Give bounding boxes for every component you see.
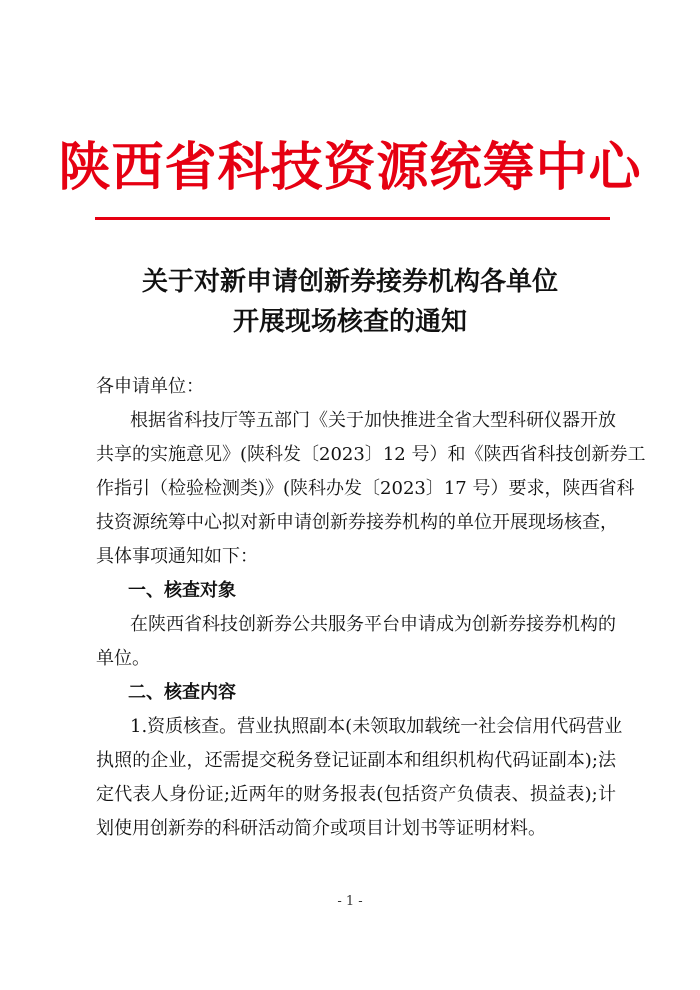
masthead-organization-name: 陕西省科技资源统筹中心	[58, 137, 642, 198]
paragraph-3-line: 执照的企业，还需提交税务登记证副本和组织机构代码证副本);法	[96, 750, 616, 771]
paragraph-2-line: 在陕西省科技创新券公共服务平台申请成为创新券接券机构的	[130, 614, 616, 635]
paragraph-3-line: 划使用创新券的科研活动简介或项目计划书等证明材料。	[96, 818, 546, 839]
paragraph-1-line: 根据省科技厅等五部门《关于加快推进全省大型科研仪器开放	[130, 410, 616, 431]
section-heading-2: 二、核查内容	[128, 682, 236, 703]
paragraph-3-line: 1.资质核查。营业执照副本(未领取加载统一社会信用代码营业	[130, 716, 623, 737]
title-line-2: 开展现场核查的通知	[232, 307, 467, 337]
paragraph-1-line: 共享的实施意见》(陕科发〔2023〕12 号）和《陕西省科技创新券工	[96, 444, 646, 465]
paragraph-3-line: 定代表人身份证;近两年的财务报表(包括资产负债表、损益表);计	[96, 784, 616, 805]
red-divider-line	[95, 217, 610, 220]
page-number: - 1 -	[337, 894, 363, 909]
title-line-1: 关于对新申请创新券接券机构各单位	[141, 267, 558, 297]
document-title	[0, 262, 700, 342]
section-heading-1: 一、核查对象	[128, 580, 236, 601]
paragraph-1-line: 具体事项通知如下：	[96, 546, 258, 567]
salutation: 各申请单位：	[96, 376, 204, 397]
paragraph-2-line: 单位。	[96, 648, 150, 669]
paragraph-1-line: 技资源统筹中心拟对新申请创新券接券机构的单位开展现场核查，	[96, 512, 618, 533]
paragraph-1-line: 作指引（检验检测类)》(陕科办发〔2023〕17 号）要求，陕西省科	[96, 478, 635, 499]
